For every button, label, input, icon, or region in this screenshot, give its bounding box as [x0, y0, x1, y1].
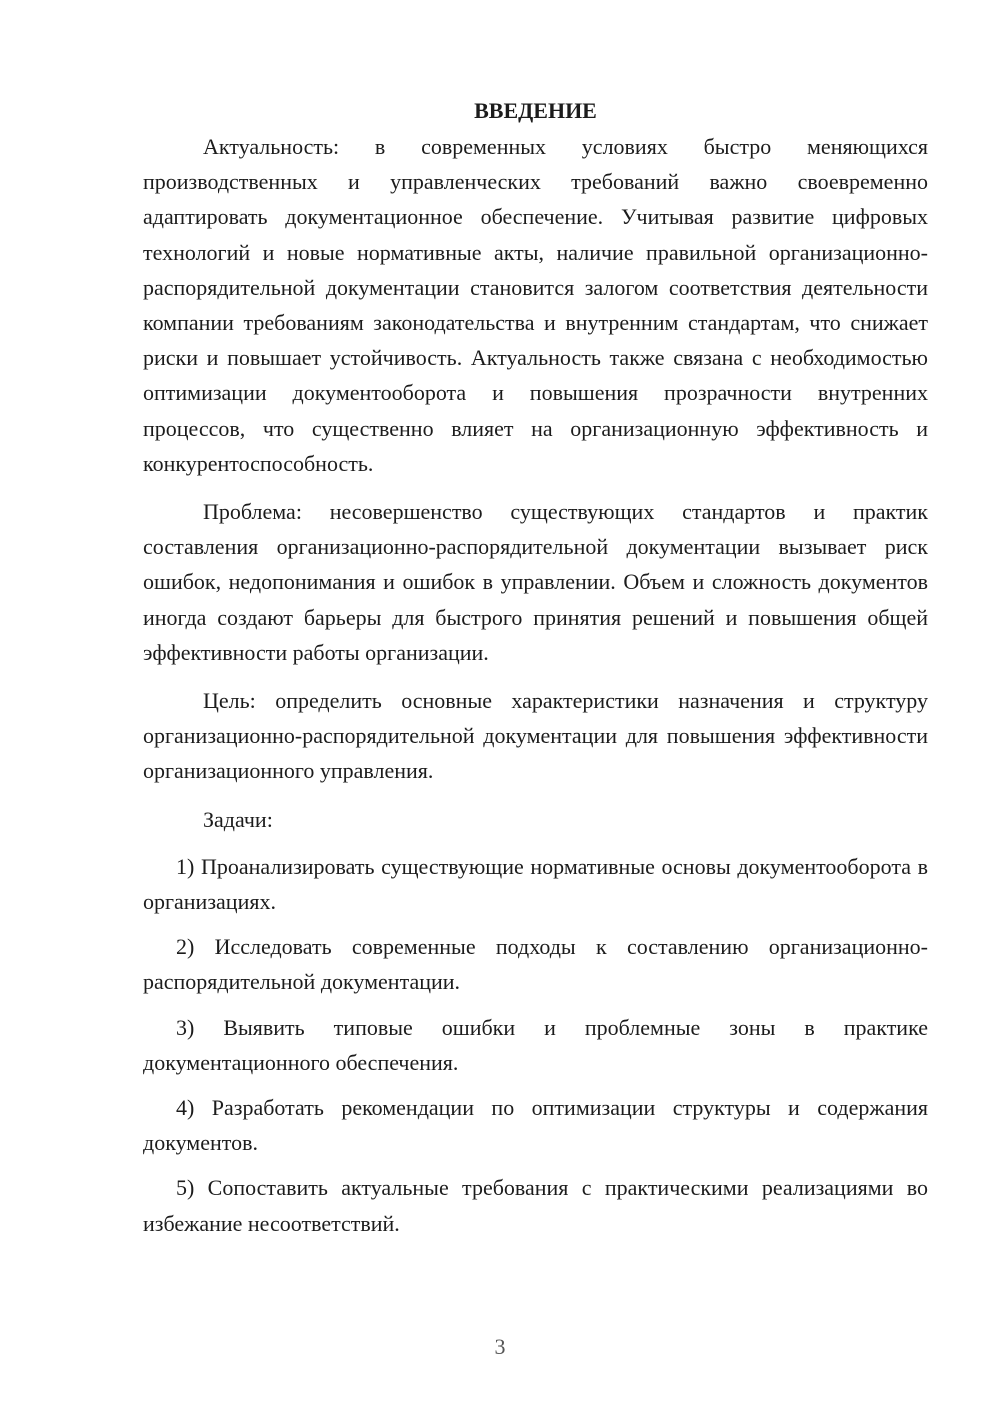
- task-item: 2) Исследовать современные подходы к составлению организационно-распорядительной документации.: [143, 934, 928, 995]
- task-item: 4) Разработать рекомендации по оптимизации структуры и содержания документов.: [143, 1095, 928, 1156]
- task-item: 1) Проанализировать существующие нормативные основы документооборота в организациях.: [143, 853, 928, 915]
- task-item: 5) Сопоставить актуальные требования с практическими реализациями во избежание несоответствий.: [143, 1175, 928, 1236]
- task-list: [143, 849, 928, 1241]
- paragraph-problem: Проблема: несовершенство существующих стандартов и практик составления организационно-распорядительной документации вызывает риск ошибок, недопонимания и ошибок в управлении. Объем и сложность документов иногда создают барьеры для быстрого принятия решений и повышения общей эффективности работы организации.: [143, 499, 928, 665]
- tasks-heading: Задачи:: [203, 806, 273, 832]
- page-content: [143, 96, 928, 1251]
- page-title: ВВЕДЕНИЕ: [474, 98, 597, 123]
- paragraph-relevance: Актуальность: в современных условиях быстро меняющихся производственных и управленческих требований важно своевременно адаптировать документационное обеспечение. Учитывая развитие цифровых технологий и новые нормативные акты, наличие правильной организационно-распорядительной документации становится залогом соответствия деятельности компании требованиям законодательства и внутренним стандартам, что снижает риски и повышает устойчивость. Актуальность также связана с необходимостью оптимизации документооборота и повышения прозрачности внутренних процессов, что существенно влияет на организационную эффективность и конкурентоспособность.: [143, 134, 928, 476]
- paragraph-goal: Цель: определить основные характеристики назначения и структуру организационно-распорядительной документации для повышения эффективности организационного управления.: [143, 688, 928, 784]
- page-number: 3: [494, 1334, 506, 1359]
- task-item: 3) Выявить типовые ошибки и проблемные зоны в практике документационного обеспечения.: [143, 1014, 928, 1075]
